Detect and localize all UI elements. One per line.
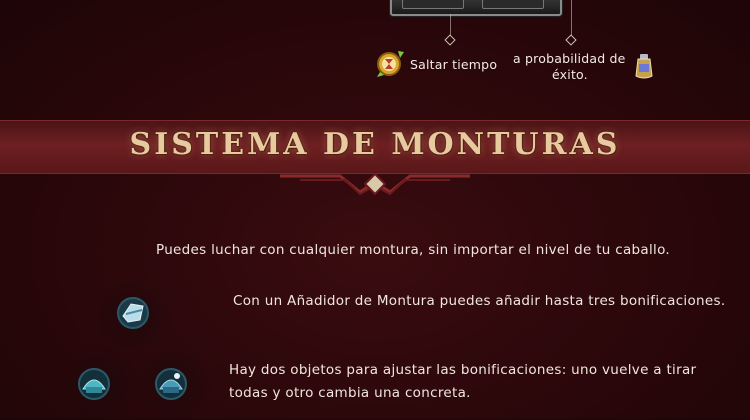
mount-adder-gem-icon bbox=[116, 296, 150, 330]
timeline-panel bbox=[390, 0, 562, 16]
success-chance-label-1: a probabilidad de bbox=[513, 51, 626, 66]
info-text-1: Puedes luchar con cualquier montura, sin importar el nivel de tu caballo. bbox=[156, 242, 671, 258]
potion-icon bbox=[633, 52, 655, 80]
info-text-2: Con un Añadidor de Montura puedes añadir hasta tres bonificaciones. bbox=[233, 293, 726, 309]
connector-line bbox=[571, 0, 572, 36]
skip-time-label: Saltar tiempo bbox=[410, 57, 498, 72]
panel-slot bbox=[482, 0, 544, 9]
success-chance-label-2: éxito. bbox=[552, 67, 588, 82]
info-text-3a: Hay dos objetos para ajustar las bonificaciones: uno vuelve a tirar bbox=[229, 362, 697, 378]
info-text-3b: todas y otro cambia una concreta. bbox=[229, 385, 471, 401]
connector-line bbox=[450, 14, 451, 36]
connector-node bbox=[565, 34, 576, 45]
connector-node bbox=[444, 34, 455, 45]
panel-slot bbox=[402, 0, 464, 9]
divider-ornament bbox=[280, 172, 470, 200]
hourglass-clock-icon bbox=[374, 48, 408, 78]
reroll-gem-icon bbox=[77, 367, 111, 401]
change-gem-icon bbox=[154, 367, 188, 401]
section-title: SISTEMA DE MONTURAS bbox=[129, 127, 621, 162]
